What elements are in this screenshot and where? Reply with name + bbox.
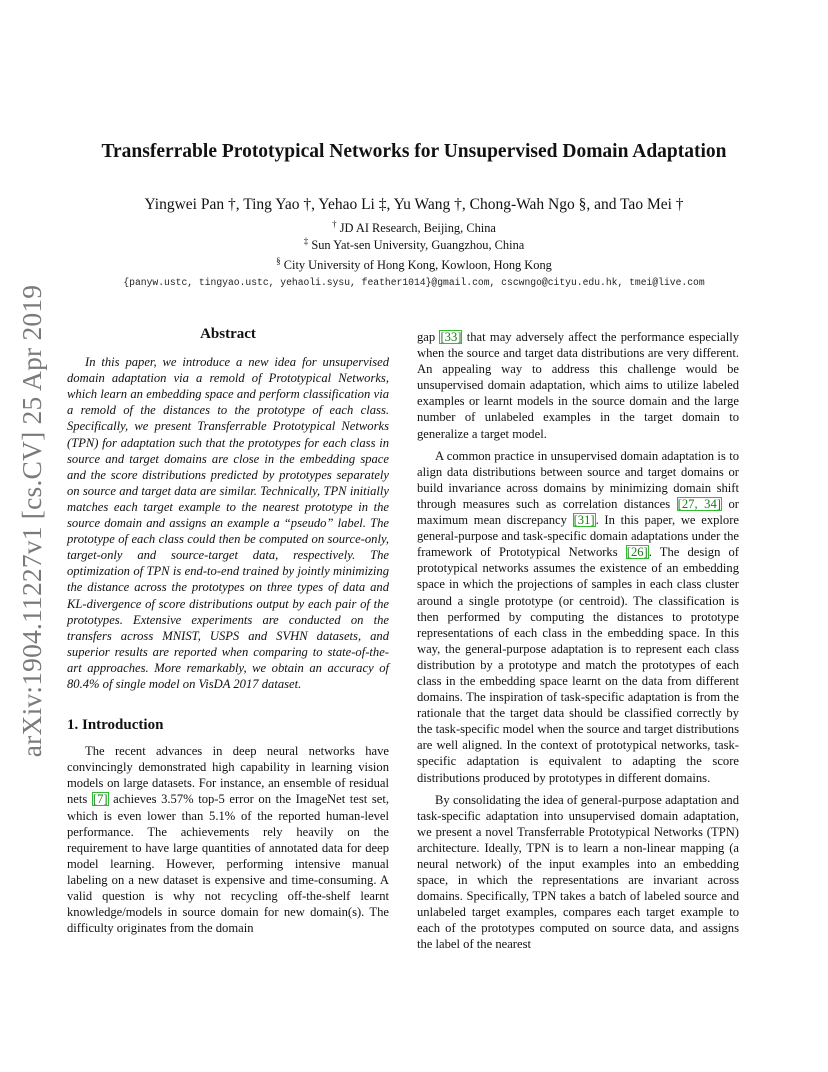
affiliation-text: City University of Hong Kong, Kowloon, Hong Kong (283, 258, 552, 273)
right-column (417, 329, 739, 953)
affiliation-text: JD AI Research, Beijing, China (339, 221, 496, 236)
author-names: Yingwei Pan †, Ting Yao †, Yehao Li ‡, Yu Wang †, Chong-Wah Ngo §, and Tao Mei † (144, 196, 684, 213)
affiliation-3 (60, 256, 768, 273)
body-paragraph-3: By consolidating the idea of general-purpose adaptation and task-specific adaptation into unsupervised domain adaptation, we present a novel Transferrable Prototypical Networks (TPN) architecture. Ideally, TPN is to learn a non-linear mapping (a neural network) of the input examples into an embedding space, in which the representations are invariant across domains. Specifically, TPN takes a batch of labeled source and unlabeled target examples, compares each target example to each of the prototypes computed on source data, and assigns the label of the nearest (417, 792, 739, 952)
citation-link[interactable]: [7] (92, 792, 108, 807)
text-run: . The design of prototypical networks assumes the existence of an embedding space in which the projections of samples in each class cluster around a single prototype (or centroid). The classification is then performed by computing the distances to prototype representations of each class in the embedding space. In this way, the general-purpose adaptation is to represent each class distribution by a prototype and match the prototypes of each class in the embedding space learnt on the data from different domains. The inspiration of task-specific adaptation is from the rationale that the target data should be classified correctly by the task-specific model when the source and target distributions are well aligned. In the context of prototypical networks, task-specific adaptation is equivalent to adapting the score distributions produced by prototypes in different domains. (417, 545, 739, 785)
body-paragraph-1 (417, 329, 739, 442)
text-run: gap (417, 330, 436, 344)
text-run: . In this paper, we explore general-purpose and task-specific domain adaptations under the framework of Prototypical Networks (417, 513, 739, 560)
text-run: The recent advances in deep neural networks have convincingly demonstrated high capability in learning vision models on large datasets. For instance, an ensemble of residual nets (67, 744, 389, 807)
text-run: that may adversely affect the performance especially when the source and target data distributions are very different. An appealing way to address this challenge would be unsupervised domain adaptation, which aims to utilize labeled examples or learnt models in the source domain and the large number of unlabeled examples in the target domain to generalize a target model. (417, 330, 739, 441)
abstract-text: In this paper, we introduce a new idea for unsupervised domain adaptation via a remold of Prototypical Networks, which learn an embedding space and perform classification via a remold of the distances to the prototype of each class. Specifically, we present Transferrable Prototypical Networks (TPN) for adaptation such that the prototypes for each class in source and target domains are close in the embedding space and the score distributions predicted by prototypes separately on source and target data are similar. Technically, TPN initially matches each target example to the nearest prototype in the source domain and assigns an example a “pseudo” label. The prototype of each class could then be computed on source-only, target-only and source-target data, respectively. The optimization of TPN is end-to-end trained by jointly minimizing the distance across the prototypes on three types of data and KL-divergence of score distributions output by each pair of the prototypes. Extensive experiments are conducted on the transfers across MNIST, USPS and SVHN datasets, and superior results are reported when comparing to state-of-the-art approaches. More remarkably, we obtain an accuracy of 80.4% of single model on VisDA 2017 dataset. (67, 355, 389, 691)
affiliation-text: Sun Yat-sen University, Guangzhou, China (311, 238, 525, 253)
affiliation-mark: § (276, 256, 281, 266)
introduction-paragraph (67, 743, 389, 936)
author-list (60, 196, 768, 214)
affiliation-mark: ‡ (303, 236, 309, 246)
affiliation-1 (60, 219, 768, 236)
affiliation-2 (60, 236, 768, 253)
arxiv-identifier (14, 284, 50, 758)
introduction-heading: 1. Introduction (67, 717, 164, 734)
left-column (67, 326, 389, 936)
paper-title: Transferrable Prototypical Networks for Unsupervised Domain Adaptation (101, 141, 727, 162)
author-emails: {panyw.ustc, tingyao.ustc, yehaoli.sysu, feather1014}@gmail.com, cscwngo@cityu.edu.hk, tmei@live.com (123, 277, 705, 288)
abstract-heading: Abstract (200, 326, 256, 342)
text-run: achieves 3.57% top-5 error on the ImageNet test set, which is even lower than 5.1% of the reported human-level performance. The achievements rely heavily on the requirement to have large quantities of annotated data for deep model learning. However, performing intensive manual labeling on a new dataset is expensive and time-consuming. A valid question is why not recycling off-the-shelf learnt knowledge/models in source domain for new domain(s). The difficulty originates from the domain (67, 792, 389, 936)
text-run: A common practice in unsupervised domain adaptation is to align data distributions between source and target domains or build invariance across domains by minimizing domain shift through measures such as correlation distances (417, 448, 739, 511)
arxiv-identifier-text: arXiv:1904.11227v1 [cs.CV] 25 Apr 2019 (16, 284, 47, 758)
citation-link[interactable]: [26] (626, 545, 648, 560)
citation-link[interactable]: [27, 34] (677, 496, 721, 511)
text-run: or maximum mean discrepancy (417, 496, 739, 528)
body-paragraph-2 (417, 448, 739, 786)
affiliation-mark: † (332, 219, 337, 229)
citation-link[interactable]: [31] (573, 513, 595, 528)
citation-link[interactable]: [33] (440, 330, 462, 344)
